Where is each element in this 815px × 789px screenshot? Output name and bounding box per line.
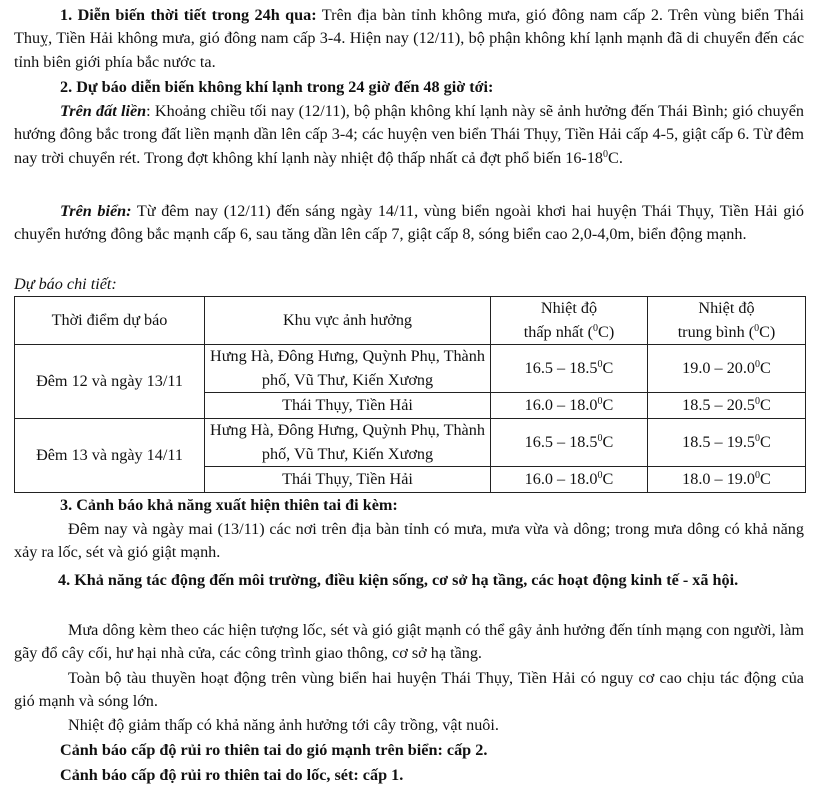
detail-label: Dự báo chi tiết:: [14, 275, 117, 293]
avg-temp-cell: 18.5 – 19.5$^0$C: [648, 419, 806, 467]
section-4-paragraph-1: Mưa dông kèm theo các hiện tượng lốc, sét và gió giật mạnh có thể gây ảnh hưởng đến tính mạng con người, làm gãy đổ cây cối, hư hại nhà cửa, các công trình giao thông, cơ sở hạ tầng.: [14, 621, 804, 663]
table-row: [15, 419, 806, 467]
section-1-paragraph: [14, 4, 804, 74]
sea-body: Từ đêm nay (12/11) đến sáng ngày 14/11, vùng biển ngoài khơi hai huyện Thái Thụy, Tiền Hải gió chuyển hướng đông bắc mạnh cấp 6, sau tăng dần lên cấp 7, giật cấp 8, sóng biển cao 2,0-4,0m, biển động mạnh.: [14, 202, 804, 244]
min-temp-cell: 16.5 – 18.5$^0$C: [491, 419, 648, 467]
section-2-sea-paragraph: [14, 200, 804, 247]
min-temp-cell: 16.5 – 18.5$^0$C: [491, 345, 648, 393]
min-temp-cell: 16.0 – 18.0$^0$C: [491, 393, 648, 419]
warning-level-wind: Cảnh báo cấp độ rủi ro thiên tai do gió mạnh trên biển: cấp 2.: [60, 741, 488, 759]
area-cell: Hưng Hà, Đông Hưng, Quỳnh Phụ, Thành phố, Vũ Thư, Kiến Xương: [205, 345, 491, 393]
section-4-paragraph-3: Nhiệt độ giảm thấp có khả năng ảnh hưởng tới cây trồng, vật nuôi.: [68, 716, 499, 734]
table-row: [15, 345, 806, 393]
forecast-table: [14, 296, 806, 493]
section-3-body: Đêm nay và ngày mai (13/11) các nơi trên địa bàn tỉnh có mưa, mưa vừa và dông; trong mưa dông có khả năng xảy ra lốc, sét và gió giật mạnh.: [14, 520, 804, 562]
min-temp-cell: 16.0 – 18.0$^0$C: [491, 467, 648, 493]
land-label: Trên đất liền: [60, 102, 147, 120]
section-2-land-paragraph: [14, 100, 804, 170]
time-cell: Đêm 12 và ngày 13/11: [15, 345, 205, 419]
warning-level-thunder: Cảnh báo cấp độ rủi ro thiên tai do lốc, sét: cấp 1.: [60, 766, 404, 784]
avg-temp-cell: 18.5 – 20.5$^0$C: [648, 393, 806, 419]
area-cell: Thái Thụy, Tiền Hải: [205, 467, 491, 493]
section-4-title: 4. Khả năng tác động đến môi trường, điều kiện sống, cơ sở hạ tầng, các hoạt động kinh tế - xã hội.: [58, 571, 739, 589]
degree-mark: 0: [603, 148, 609, 160]
land-body: : Khoảng chiều tối nay (12/11), bộ phận không khí lạnh này sẽ ảnh hưởng đến Thái Bình; gió chuyển hướng đông bắc trong đất liền mạnh dần lên cấp 3-4; các huyện ven biển Thái Thụy, Tiền Hải cấp 4-5, giật cấp 6. Từ đêm nay trời chuyển rét. Trong đợt không khí lạnh này nhiệt độ thấp nhất cả đợt phổ biến 16-18: [14, 102, 804, 167]
avg-temp-cell: 19.0 – 20.0$^0$C: [648, 345, 806, 393]
land-body-end: C.: [608, 148, 623, 167]
table-header-row: [15, 297, 806, 345]
section-1-body: Trên địa bàn tỉnh không mưa, gió đông nam cấp 2. Trên vùng biển Thái Thuỵ, Tiền Hải không mưa, gió đông nam cấp 3-4. Hiện nay (12/11), bộ phận không khí lạnh mạnh đã di chuyển đến các tỉnh biên giới phía bắc nước ta.: [14, 6, 804, 71]
section-3-title: 3. Cảnh báo khả năng xuất hiện thiên tai đi kèm:: [60, 496, 398, 514]
header-area: Khu vực ảnh hưởng: [205, 297, 491, 345]
header-time: Thời điểm dự báo: [15, 297, 205, 345]
area-cell: Hưng Hà, Đông Hưng, Quỳnh Phụ, Thành phố, Vũ Thư, Kiến Xương: [205, 419, 491, 467]
time-cell: Đêm 13 và ngày 14/11: [15, 419, 205, 493]
sea-label: Trên biển:: [60, 202, 132, 220]
avg-temp-cell: 18.0 – 19.0$^0$C: [648, 467, 806, 493]
section-4-paragraph-2: Toàn bộ tàu thuyền hoạt động trên vùng biển hai huyện Thái Thụy, Tiền Hải có nguy cơ cao chịu tác động của gió mạnh và sóng lớn.: [14, 669, 804, 711]
header-avg-temp: Nhiệt độ trung bình ($^0$C): [648, 297, 806, 345]
area-cell: Thái Thụy, Tiền Hải: [205, 393, 491, 419]
header-min-temp: Nhiệt độ thấp nhất ($^0$C): [491, 297, 648, 345]
section-1-title: 1. Diễn biến thời tiết trong 24h qua:: [60, 6, 317, 24]
section-2-title: 2. Dự báo diễn biến không khí lạnh trong 24 giờ đến 48 giờ tới:: [60, 78, 494, 96]
